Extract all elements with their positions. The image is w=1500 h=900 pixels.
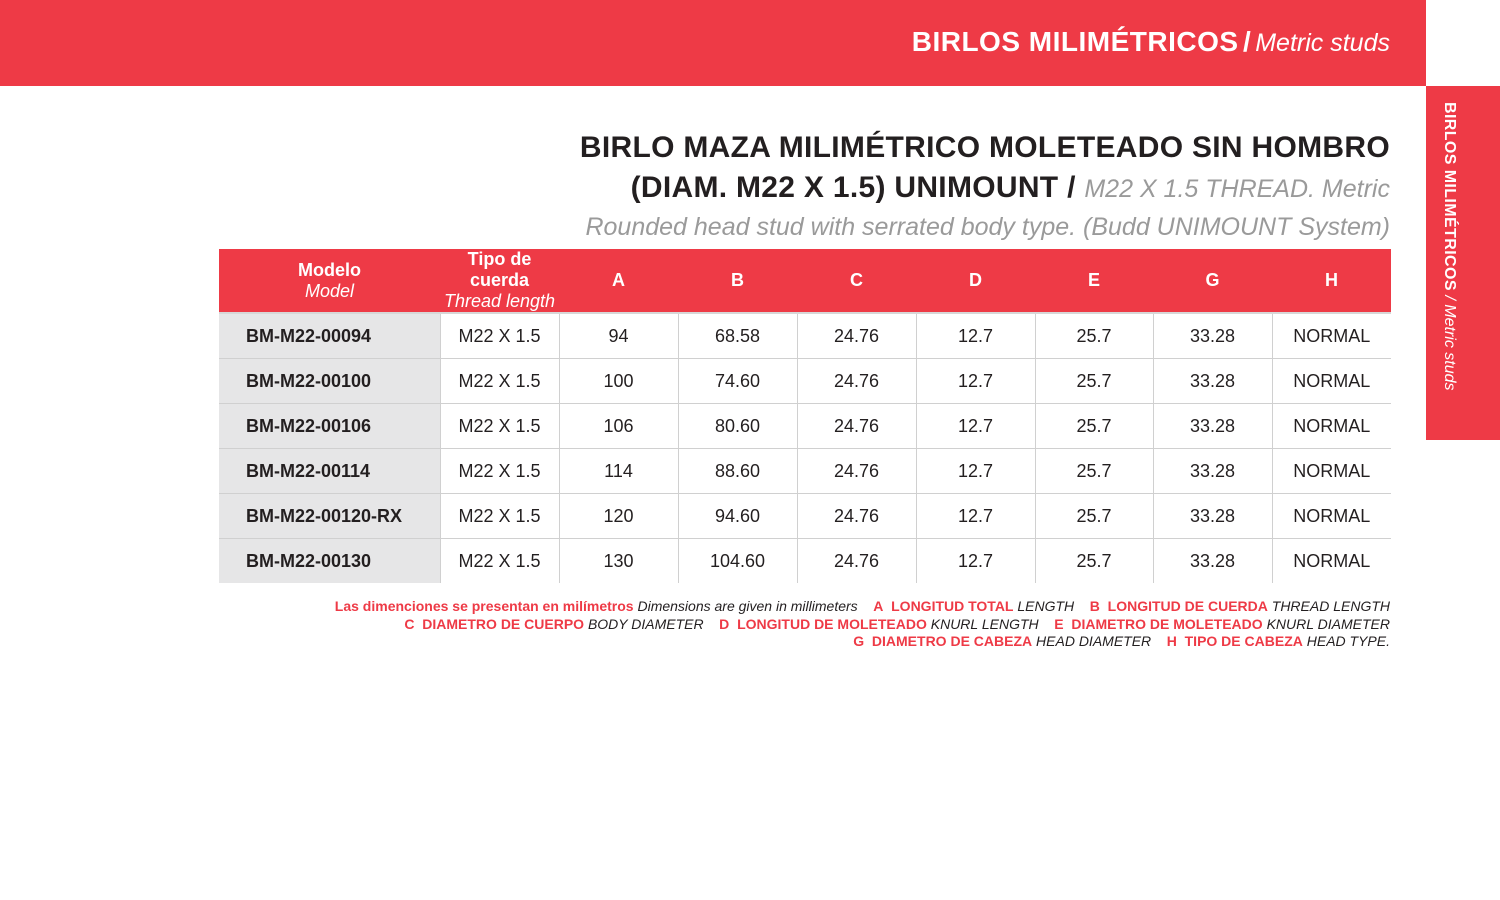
cell-d: 12.7 xyxy=(916,359,1035,404)
cell-thread: M22 X 1.5 xyxy=(440,539,559,584)
cell-e: 25.7 xyxy=(1035,404,1153,449)
table-header-row xyxy=(219,249,1391,313)
legend-key-d: D xyxy=(719,615,730,632)
table-row xyxy=(219,494,1391,539)
cell-thread: M22 X 1.5 xyxy=(440,404,559,449)
notes-line-2 xyxy=(335,616,1390,634)
product-title-model: (DIAM. M22 X 1.5) UNIMOUNT xyxy=(630,171,1059,204)
col-header-thread-en: Thread length xyxy=(443,291,556,311)
cell-model: BM-M22-00114 xyxy=(219,449,440,494)
cell-thread: M22 X 1.5 xyxy=(440,359,559,404)
product-title xyxy=(580,128,1390,247)
cell-g: 33.28 xyxy=(1153,539,1272,584)
col-header-e: E xyxy=(1035,249,1153,313)
col-header-model-en: Model xyxy=(304,280,355,301)
units-note-es: Las dimenciones se presentan en milímetros xyxy=(334,598,634,614)
cell-h: NORMAL xyxy=(1272,404,1391,449)
legend-es-c: DIAMETRO DE CUERPO xyxy=(422,615,585,632)
cell-c: 24.76 xyxy=(797,494,916,539)
cell-d: 12.7 xyxy=(916,313,1035,359)
cell-b: 88.60 xyxy=(678,449,797,494)
table-row xyxy=(219,313,1391,359)
legend-en-g: HEAD DIAMETER xyxy=(1036,633,1152,649)
table-row xyxy=(219,404,1391,449)
legend-en-h: HEAD TYPE. xyxy=(1306,633,1390,649)
col-header-thread xyxy=(440,249,559,313)
cell-d: 12.7 xyxy=(916,449,1035,494)
cell-d: 12.7 xyxy=(916,494,1035,539)
col-header-g: G xyxy=(1153,249,1272,313)
col-header-a: A xyxy=(559,249,678,313)
product-title-english-2: Rounded head stud with serrated body type. (Budd UNIMOUNT System) xyxy=(585,213,1390,241)
side-tab-label xyxy=(1440,102,1458,391)
product-title-line2 xyxy=(580,168,1390,209)
cell-model: BM-M22-00106 xyxy=(219,404,440,449)
product-title-line1: BIRLO MAZA MILIMÉTRICO MOLETEADO SIN HOMBRO xyxy=(579,131,1390,164)
legend-es-d: LONGITUD DE MOLETEADO xyxy=(737,615,927,632)
notes-line-3 xyxy=(335,633,1390,651)
section-subtitle: Metric studs xyxy=(1255,29,1390,57)
col-header-h: H xyxy=(1272,249,1391,313)
cell-h: NORMAL xyxy=(1272,449,1391,494)
header-title xyxy=(912,26,1390,58)
notes-line-1 xyxy=(335,598,1390,616)
cell-e: 25.7 xyxy=(1035,539,1153,584)
table-row xyxy=(219,359,1391,404)
cell-g: 33.28 xyxy=(1153,359,1272,404)
cell-b: 68.58 xyxy=(678,313,797,359)
cell-c: 24.76 xyxy=(797,359,916,404)
legend-es-a: LONGITUD TOTAL xyxy=(891,598,1014,614)
cell-model: BM-M22-00130 xyxy=(219,539,440,584)
cell-a: 114 xyxy=(559,449,678,494)
product-title-english-1: M22 X 1.5 THREAD. Metric xyxy=(1084,175,1390,203)
cell-thread: M22 X 1.5 xyxy=(440,494,559,539)
cell-thread: M22 X 1.5 xyxy=(440,313,559,359)
product-title-separator: / xyxy=(1067,171,1076,204)
col-header-c: C xyxy=(797,249,916,313)
col-header-thread-es: Tipo de cuerda xyxy=(467,249,532,290)
legend-en-d: KNURL LENGTH xyxy=(930,615,1039,632)
legend-en-b: THREAD LENGTH xyxy=(1271,598,1390,614)
dimension-notes xyxy=(335,598,1390,651)
cell-e: 25.7 xyxy=(1035,359,1153,404)
side-tab-separator: / xyxy=(1441,295,1458,300)
cell-a: 120 xyxy=(559,494,678,539)
cell-h: NORMAL xyxy=(1272,494,1391,539)
legend-es-h: TIPO DE CABEZA xyxy=(1184,633,1303,649)
legend-key-g: G xyxy=(853,633,865,649)
cell-a: 94 xyxy=(559,313,678,359)
cell-e: 25.7 xyxy=(1035,449,1153,494)
cell-g: 33.28 xyxy=(1153,313,1272,359)
legend-en-a: LENGTH xyxy=(1017,598,1075,614)
legend-es-b: LONGITUD DE CUERDA xyxy=(1107,598,1268,614)
units-note-en: Dimensions are given in millimeters xyxy=(637,598,858,614)
cell-model: BM-M22-00100 xyxy=(219,359,440,404)
cell-h: NORMAL xyxy=(1272,539,1391,584)
cell-c: 24.76 xyxy=(797,313,916,359)
cell-d: 12.7 xyxy=(916,539,1035,584)
table-row xyxy=(219,539,1391,584)
cell-h: NORMAL xyxy=(1272,359,1391,404)
section-title: BIRLOS MILIMÉTRICOS xyxy=(911,26,1239,57)
cell-g: 33.28 xyxy=(1153,404,1272,449)
cell-c: 24.76 xyxy=(797,404,916,449)
cell-d: 12.7 xyxy=(916,404,1035,449)
col-header-d: D xyxy=(916,249,1035,313)
legend-key-e: E xyxy=(1054,615,1064,632)
legend-es-e: DIAMETRO DE MOLETEADO xyxy=(1071,615,1263,632)
legend-key-h: H xyxy=(1166,633,1177,649)
header-bar xyxy=(0,0,1426,86)
cell-h: NORMAL xyxy=(1272,313,1391,359)
cell-a: 130 xyxy=(559,539,678,584)
cell-c: 24.76 xyxy=(797,449,916,494)
side-tab-subtitle: Metric studs xyxy=(1441,304,1458,391)
cell-a: 100 xyxy=(559,359,678,404)
legend-key-b: B xyxy=(1089,598,1100,614)
col-header-b: B xyxy=(678,249,797,313)
cell-b: 74.60 xyxy=(678,359,797,404)
side-tab-title: BIRLOS MILIMÉTRICOS xyxy=(1441,102,1458,291)
table-row xyxy=(219,449,1391,494)
legend-key-c: C xyxy=(404,615,415,632)
col-header-model-es: Modelo xyxy=(298,259,361,280)
side-section-tab xyxy=(1426,86,1500,440)
cell-b: 94.60 xyxy=(678,494,797,539)
legend-en-e: KNURL DIAMETER xyxy=(1266,615,1390,632)
cell-model: BM-M22-00120-RX xyxy=(219,494,440,539)
legend-key-a: A xyxy=(873,598,884,614)
cell-g: 33.28 xyxy=(1153,494,1272,539)
cell-g: 33.28 xyxy=(1153,449,1272,494)
legend-en-c: BODY DIAMETER xyxy=(587,615,704,632)
header-separator: / xyxy=(1243,26,1251,57)
cell-b: 80.60 xyxy=(678,404,797,449)
specs-table xyxy=(219,249,1391,583)
cell-a: 106 xyxy=(559,404,678,449)
cell-e: 25.7 xyxy=(1035,313,1153,359)
cell-c: 24.76 xyxy=(797,539,916,584)
cell-model: BM-M22-00094 xyxy=(219,313,440,359)
cell-b: 104.60 xyxy=(678,539,797,584)
cell-thread: M22 X 1.5 xyxy=(440,449,559,494)
cell-e: 25.7 xyxy=(1035,494,1153,539)
legend-es-g: DIAMETRO DE CABEZA xyxy=(871,633,1033,649)
col-header-model xyxy=(219,249,440,313)
